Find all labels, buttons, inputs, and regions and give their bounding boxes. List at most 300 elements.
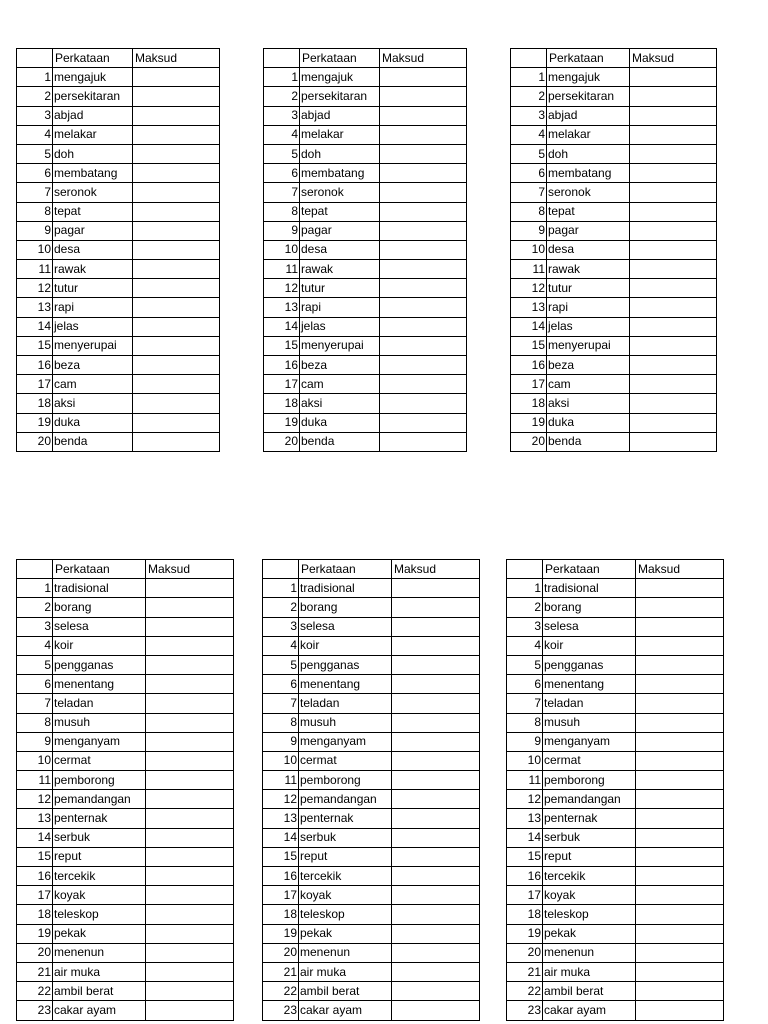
header-meaning: Maksud bbox=[133, 49, 220, 68]
row-number: 14 bbox=[264, 317, 300, 336]
meaning-answer-cell[interactable] bbox=[630, 221, 717, 240]
meaning-answer-cell[interactable] bbox=[380, 279, 467, 298]
word-cell: cam bbox=[300, 375, 380, 394]
meaning-answer-cell[interactable] bbox=[636, 636, 724, 655]
meaning-answer-cell[interactable] bbox=[133, 298, 220, 317]
meaning-answer-cell[interactable] bbox=[146, 905, 234, 924]
meaning-answer-cell[interactable] bbox=[380, 202, 467, 221]
meaning-answer-cell[interactable] bbox=[380, 164, 467, 183]
row-number: 17 bbox=[511, 375, 547, 394]
meaning-answer-cell[interactable] bbox=[392, 982, 480, 1001]
row-number: 1 bbox=[507, 579, 543, 598]
word-cell: membatang bbox=[547, 164, 630, 183]
table-row bbox=[17, 356, 220, 375]
word-cell: benda bbox=[547, 432, 630, 451]
meaning-answer-cell[interactable] bbox=[146, 867, 234, 886]
meaning-answer-cell[interactable] bbox=[630, 375, 717, 394]
table-row bbox=[263, 790, 480, 809]
meaning-answer-cell[interactable] bbox=[636, 732, 724, 751]
meaning-answer-cell[interactable] bbox=[636, 886, 724, 905]
meaning-answer-cell[interactable] bbox=[380, 221, 467, 240]
meaning-answer-cell[interactable] bbox=[380, 432, 467, 451]
meaning-answer-cell[interactable] bbox=[380, 125, 467, 144]
word-cell: membatang bbox=[53, 164, 133, 183]
row-number: 10 bbox=[263, 751, 299, 770]
row-number: 17 bbox=[264, 375, 300, 394]
meaning-answer-cell[interactable] bbox=[146, 847, 234, 866]
word-cell: persekitaran bbox=[547, 87, 630, 106]
table-row bbox=[263, 847, 480, 866]
row-number: 3 bbox=[264, 106, 300, 125]
word-cell: tutur bbox=[300, 279, 380, 298]
row-number: 20 bbox=[264, 432, 300, 451]
meaning-answer-cell[interactable] bbox=[392, 751, 480, 770]
meaning-answer-cell[interactable] bbox=[636, 867, 724, 886]
meaning-answer-cell[interactable] bbox=[133, 356, 220, 375]
meaning-answer-cell[interactable] bbox=[380, 298, 467, 317]
word-cell: benda bbox=[300, 432, 380, 451]
row-number: 12 bbox=[263, 790, 299, 809]
row-number: 14 bbox=[17, 317, 53, 336]
table-row bbox=[17, 260, 220, 279]
meaning-answer-cell[interactable] bbox=[380, 68, 467, 87]
meaning-answer-cell[interactable] bbox=[636, 790, 724, 809]
meaning-answer-cell[interactable] bbox=[392, 886, 480, 905]
word-cell: air muka bbox=[543, 962, 636, 981]
worksheet-table-bottom-3 bbox=[506, 559, 724, 1021]
meaning-answer-cell[interactable] bbox=[630, 68, 717, 87]
word-cell: selesa bbox=[299, 617, 392, 636]
meaning-answer-cell[interactable] bbox=[146, 982, 234, 1001]
meaning-answer-cell[interactable] bbox=[392, 598, 480, 617]
row-number: 9 bbox=[17, 732, 53, 751]
word-cell: cakar ayam bbox=[299, 1001, 392, 1020]
word-cell: koyak bbox=[543, 886, 636, 905]
word-cell: tercekik bbox=[53, 867, 146, 886]
word-cell: pemborong bbox=[299, 771, 392, 790]
meaning-answer-cell[interactable] bbox=[146, 886, 234, 905]
meaning-answer-cell[interactable] bbox=[392, 732, 480, 751]
meaning-answer-cell[interactable] bbox=[392, 828, 480, 847]
meaning-answer-cell[interactable] bbox=[133, 183, 220, 202]
row-number: 14 bbox=[17, 828, 53, 847]
word-cell: mengajuk bbox=[53, 68, 133, 87]
table-row bbox=[17, 943, 234, 962]
meaning-answer-cell[interactable] bbox=[392, 675, 480, 694]
meaning-answer-cell[interactable] bbox=[630, 432, 717, 451]
meaning-answer-cell[interactable] bbox=[392, 905, 480, 924]
meaning-answer-cell[interactable] bbox=[133, 279, 220, 298]
meaning-answer-cell[interactable] bbox=[630, 183, 717, 202]
meaning-answer-cell[interactable] bbox=[146, 713, 234, 732]
meaning-answer-cell[interactable] bbox=[392, 694, 480, 713]
meaning-answer-cell[interactable] bbox=[146, 943, 234, 962]
word-cell: pekak bbox=[53, 924, 146, 943]
meaning-answer-cell[interactable] bbox=[133, 394, 220, 413]
table-row bbox=[17, 694, 234, 713]
word-cell: tradisional bbox=[543, 579, 636, 598]
table-row bbox=[17, 771, 234, 790]
meaning-answer-cell[interactable] bbox=[133, 221, 220, 240]
meaning-answer-cell[interactable] bbox=[636, 751, 724, 770]
word-cell: borang bbox=[299, 598, 392, 617]
meaning-answer-cell[interactable] bbox=[636, 655, 724, 674]
table-row bbox=[264, 279, 467, 298]
table-row bbox=[507, 943, 724, 962]
meaning-answer-cell[interactable] bbox=[630, 240, 717, 259]
word-cell: pemborong bbox=[53, 771, 146, 790]
row-number: 11 bbox=[511, 260, 547, 279]
meaning-answer-cell[interactable] bbox=[630, 125, 717, 144]
table-row bbox=[511, 87, 717, 106]
meaning-answer-cell[interactable] bbox=[146, 732, 234, 751]
word-cell: teleskop bbox=[299, 905, 392, 924]
table-row bbox=[507, 886, 724, 905]
row-number: 13 bbox=[264, 298, 300, 317]
word-cell: ambil berat bbox=[299, 982, 392, 1001]
row-number: 12 bbox=[17, 790, 53, 809]
meaning-answer-cell[interactable] bbox=[146, 751, 234, 770]
meaning-answer-cell[interactable] bbox=[392, 809, 480, 828]
meaning-answer-cell[interactable] bbox=[133, 375, 220, 394]
table-row bbox=[264, 221, 467, 240]
table-row bbox=[17, 125, 220, 144]
table-row bbox=[507, 828, 724, 847]
meaning-answer-cell[interactable] bbox=[392, 636, 480, 655]
table-row bbox=[17, 87, 220, 106]
table-row bbox=[17, 183, 220, 202]
meaning-answer-cell[interactable] bbox=[630, 298, 717, 317]
row-number: 6 bbox=[263, 675, 299, 694]
row-number: 1 bbox=[511, 68, 547, 87]
word-cell: serbuk bbox=[299, 828, 392, 847]
meaning-answer-cell[interactable] bbox=[380, 183, 467, 202]
row-number: 9 bbox=[511, 221, 547, 240]
meaning-answer-cell[interactable] bbox=[392, 771, 480, 790]
word-cell: tepat bbox=[53, 202, 133, 221]
meaning-answer-cell[interactable] bbox=[392, 617, 480, 636]
header-row bbox=[264, 49, 467, 68]
row-number: 3 bbox=[17, 106, 53, 125]
meaning-answer-cell[interactable] bbox=[636, 694, 724, 713]
table-row bbox=[511, 317, 717, 336]
meaning-answer-cell[interactable] bbox=[133, 432, 220, 451]
word-cell: menyerupai bbox=[53, 336, 133, 355]
row-number: 11 bbox=[263, 771, 299, 790]
meaning-answer-cell[interactable] bbox=[146, 655, 234, 674]
meaning-answer-cell[interactable] bbox=[146, 579, 234, 598]
row-number: 13 bbox=[511, 298, 547, 317]
table-row bbox=[263, 751, 480, 770]
meaning-answer-cell[interactable] bbox=[133, 336, 220, 355]
table-row bbox=[507, 771, 724, 790]
meaning-answer-cell[interactable] bbox=[146, 617, 234, 636]
row-number: 11 bbox=[264, 260, 300, 279]
table-row bbox=[17, 68, 220, 87]
table-row bbox=[511, 68, 717, 87]
table-row bbox=[17, 240, 220, 259]
word-cell: desa bbox=[547, 240, 630, 259]
meaning-answer-cell[interactable] bbox=[392, 579, 480, 598]
word-cell: beza bbox=[53, 356, 133, 375]
meaning-answer-cell[interactable] bbox=[630, 394, 717, 413]
word-cell: koir bbox=[299, 636, 392, 655]
row-number: 17 bbox=[507, 886, 543, 905]
word-cell: teladan bbox=[543, 694, 636, 713]
meaning-answer-cell[interactable] bbox=[636, 905, 724, 924]
table-row bbox=[263, 636, 480, 655]
meaning-answer-cell[interactable] bbox=[630, 164, 717, 183]
row-number: 10 bbox=[17, 751, 53, 770]
meaning-answer-cell[interactable] bbox=[392, 1001, 480, 1020]
table-row bbox=[507, 598, 724, 617]
meaning-answer-cell[interactable] bbox=[392, 867, 480, 886]
table-row bbox=[263, 886, 480, 905]
meaning-answer-cell[interactable] bbox=[380, 413, 467, 432]
word-cell: pemandangan bbox=[543, 790, 636, 809]
word-cell: abjad bbox=[547, 106, 630, 125]
meaning-answer-cell[interactable] bbox=[133, 240, 220, 259]
meaning-answer-cell[interactable] bbox=[146, 962, 234, 981]
word-cell: penternak bbox=[299, 809, 392, 828]
table-row bbox=[17, 886, 234, 905]
word-cell: seronok bbox=[547, 183, 630, 202]
row-number: 11 bbox=[17, 260, 53, 279]
table-row bbox=[264, 394, 467, 413]
table-row bbox=[17, 655, 234, 674]
meaning-answer-cell[interactable] bbox=[146, 694, 234, 713]
table-row bbox=[511, 394, 717, 413]
meaning-answer-cell[interactable] bbox=[380, 336, 467, 355]
row-number: 2 bbox=[263, 598, 299, 617]
meaning-answer-cell[interactable] bbox=[380, 240, 467, 259]
meaning-answer-cell[interactable] bbox=[636, 617, 724, 636]
row-number: 12 bbox=[511, 279, 547, 298]
row-number: 19 bbox=[511, 413, 547, 432]
meaning-answer-cell[interactable] bbox=[630, 317, 717, 336]
meaning-answer-cell[interactable] bbox=[146, 1001, 234, 1020]
word-cell: mengajuk bbox=[300, 68, 380, 87]
row-number: 5 bbox=[17, 655, 53, 674]
meaning-answer-cell[interactable] bbox=[636, 943, 724, 962]
row-number: 19 bbox=[17, 413, 53, 432]
table-row bbox=[17, 982, 234, 1001]
meaning-answer-cell[interactable] bbox=[133, 413, 220, 432]
word-cell: menyerupai bbox=[547, 336, 630, 355]
row-number: 9 bbox=[263, 732, 299, 751]
row-number: 1 bbox=[263, 579, 299, 598]
row-number: 1 bbox=[17, 68, 53, 87]
table-row bbox=[507, 751, 724, 770]
word-cell: selesa bbox=[543, 617, 636, 636]
row-number: 4 bbox=[17, 125, 53, 144]
meaning-answer-cell[interactable] bbox=[636, 598, 724, 617]
meaning-answer-cell[interactable] bbox=[630, 336, 717, 355]
meaning-answer-cell[interactable] bbox=[636, 771, 724, 790]
word-cell: reput bbox=[299, 847, 392, 866]
row-number: 2 bbox=[511, 87, 547, 106]
row-number: 6 bbox=[17, 164, 53, 183]
row-number: 13 bbox=[263, 809, 299, 828]
row-number: 18 bbox=[17, 394, 53, 413]
row-number: 5 bbox=[507, 655, 543, 674]
meaning-answer-cell[interactable] bbox=[380, 317, 467, 336]
meaning-answer-cell[interactable] bbox=[392, 655, 480, 674]
meaning-answer-cell[interactable] bbox=[380, 144, 467, 163]
meaning-answer-cell[interactable] bbox=[630, 279, 717, 298]
meaning-answer-cell[interactable] bbox=[392, 847, 480, 866]
table-row bbox=[507, 579, 724, 598]
table-row bbox=[511, 202, 717, 221]
row-number: 8 bbox=[507, 713, 543, 732]
meaning-answer-cell[interactable] bbox=[630, 106, 717, 125]
meaning-answer-cell[interactable] bbox=[630, 87, 717, 106]
meaning-answer-cell[interactable] bbox=[146, 790, 234, 809]
meaning-answer-cell[interactable] bbox=[133, 164, 220, 183]
meaning-answer-cell[interactable] bbox=[630, 356, 717, 375]
meaning-answer-cell[interactable] bbox=[636, 579, 724, 598]
word-cell: borang bbox=[543, 598, 636, 617]
word-cell: pemandangan bbox=[299, 790, 392, 809]
table-row bbox=[511, 279, 717, 298]
row-number: 21 bbox=[507, 962, 543, 981]
word-cell: cermat bbox=[299, 751, 392, 770]
meaning-answer-cell[interactable] bbox=[133, 68, 220, 87]
table-row bbox=[507, 790, 724, 809]
table-row bbox=[507, 905, 724, 924]
meaning-answer-cell[interactable] bbox=[146, 924, 234, 943]
row-number: 14 bbox=[511, 317, 547, 336]
word-cell: beza bbox=[547, 356, 630, 375]
header-word: Perkataan bbox=[300, 49, 380, 68]
table-row bbox=[17, 751, 234, 770]
row-number: 16 bbox=[511, 356, 547, 375]
table-row bbox=[17, 279, 220, 298]
meaning-answer-cell[interactable] bbox=[636, 713, 724, 732]
row-number: 2 bbox=[17, 598, 53, 617]
row-number: 7 bbox=[17, 694, 53, 713]
meaning-answer-cell[interactable] bbox=[636, 924, 724, 943]
word-cell: pekak bbox=[299, 924, 392, 943]
meaning-answer-cell[interactable] bbox=[146, 675, 234, 694]
meaning-answer-cell[interactable] bbox=[636, 675, 724, 694]
row-number: 14 bbox=[507, 828, 543, 847]
table-row bbox=[17, 106, 220, 125]
row-number: 4 bbox=[17, 636, 53, 655]
meaning-answer-cell[interactable] bbox=[146, 809, 234, 828]
table-row bbox=[17, 732, 234, 751]
word-cell: teleskop bbox=[543, 905, 636, 924]
meaning-answer-cell[interactable] bbox=[392, 924, 480, 943]
row-number: 17 bbox=[17, 375, 53, 394]
row-number: 8 bbox=[264, 202, 300, 221]
meaning-answer-cell[interactable] bbox=[392, 943, 480, 962]
meaning-answer-cell[interactable] bbox=[392, 790, 480, 809]
meaning-answer-cell[interactable] bbox=[392, 962, 480, 981]
meaning-answer-cell[interactable] bbox=[630, 202, 717, 221]
row-number: 9 bbox=[507, 732, 543, 751]
meaning-answer-cell[interactable] bbox=[636, 847, 724, 866]
meaning-answer-cell[interactable] bbox=[630, 144, 717, 163]
meaning-answer-cell[interactable] bbox=[636, 962, 724, 981]
header-word: Perkataan bbox=[53, 560, 146, 579]
meaning-answer-cell[interactable] bbox=[133, 202, 220, 221]
word-cell: mengajuk bbox=[547, 68, 630, 87]
row-number: 6 bbox=[17, 675, 53, 694]
word-cell: cam bbox=[53, 375, 133, 394]
table-row bbox=[17, 375, 220, 394]
meaning-answer-cell[interactable] bbox=[380, 356, 467, 375]
word-cell: jelas bbox=[300, 317, 380, 336]
worksheet-table-bottom-2 bbox=[262, 559, 480, 1021]
meaning-answer-cell[interactable] bbox=[133, 125, 220, 144]
table-row bbox=[263, 732, 480, 751]
table-row bbox=[507, 982, 724, 1001]
table-row bbox=[263, 694, 480, 713]
meaning-answer-cell[interactable] bbox=[636, 809, 724, 828]
row-number: 18 bbox=[264, 394, 300, 413]
word-cell: serbuk bbox=[53, 828, 146, 847]
meaning-answer-cell[interactable] bbox=[146, 828, 234, 847]
meaning-answer-cell[interactable] bbox=[380, 260, 467, 279]
meaning-answer-cell[interactable] bbox=[146, 598, 234, 617]
meaning-answer-cell[interactable] bbox=[380, 87, 467, 106]
meaning-answer-cell[interactable] bbox=[380, 394, 467, 413]
row-number: 19 bbox=[17, 924, 53, 943]
table-row bbox=[511, 375, 717, 394]
meaning-answer-cell[interactable] bbox=[636, 1001, 724, 1020]
row-number: 6 bbox=[511, 164, 547, 183]
row-number: 15 bbox=[17, 336, 53, 355]
meaning-answer-cell[interactable] bbox=[133, 317, 220, 336]
word-cell: melakar bbox=[547, 125, 630, 144]
header-number-cell bbox=[507, 560, 543, 579]
meaning-answer-cell[interactable] bbox=[636, 828, 724, 847]
word-cell: duka bbox=[300, 413, 380, 432]
row-number: 19 bbox=[263, 924, 299, 943]
word-cell: membatang bbox=[300, 164, 380, 183]
worksheet-table-top-2 bbox=[263, 48, 467, 452]
row-number: 20 bbox=[263, 943, 299, 962]
row-number: 5 bbox=[263, 655, 299, 674]
meaning-answer-cell[interactable] bbox=[630, 413, 717, 432]
row-number: 4 bbox=[511, 125, 547, 144]
table-row bbox=[17, 221, 220, 240]
word-cell: pagar bbox=[547, 221, 630, 240]
word-cell: menenun bbox=[543, 943, 636, 962]
meaning-answer-cell[interactable] bbox=[380, 375, 467, 394]
row-number: 18 bbox=[511, 394, 547, 413]
table-row bbox=[263, 771, 480, 790]
row-number: 22 bbox=[17, 982, 53, 1001]
row-number: 4 bbox=[264, 125, 300, 144]
meaning-answer-cell[interactable] bbox=[133, 260, 220, 279]
meaning-answer-cell[interactable] bbox=[133, 144, 220, 163]
table-row bbox=[511, 106, 717, 125]
meaning-answer-cell[interactable] bbox=[133, 106, 220, 125]
table-row bbox=[263, 1001, 480, 1020]
meaning-answer-cell[interactable] bbox=[392, 713, 480, 732]
table-row bbox=[507, 732, 724, 751]
meaning-answer-cell[interactable] bbox=[630, 260, 717, 279]
word-cell: desa bbox=[53, 240, 133, 259]
meaning-answer-cell[interactable] bbox=[380, 106, 467, 125]
meaning-answer-cell[interactable] bbox=[636, 982, 724, 1001]
row-number: 21 bbox=[263, 962, 299, 981]
meaning-answer-cell[interactable] bbox=[146, 636, 234, 655]
meaning-answer-cell[interactable] bbox=[146, 771, 234, 790]
meaning-answer-cell[interactable] bbox=[133, 87, 220, 106]
